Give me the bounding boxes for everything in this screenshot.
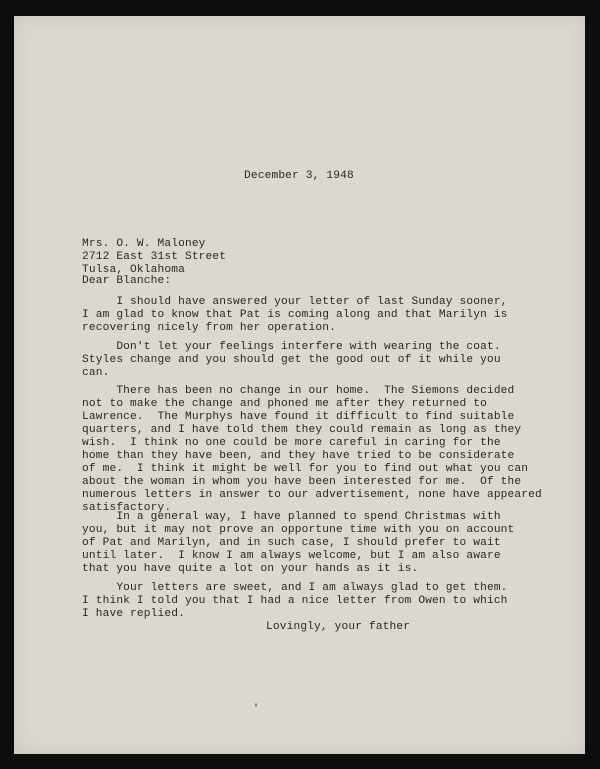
paragraph-5 [82,582,562,621]
paragraph-line: I think I told you that I had a nice letter from Owen to which [82,595,508,607]
recipient-address [82,238,226,277]
paragraph-line: There has been no change in our home. The Siemons decided [82,385,515,397]
paragraph-2 [82,341,562,380]
paragraph-line: of Pat and Marilyn, and in such case, I should prefer to wait [82,537,501,549]
paragraph-3 [82,385,562,515]
paragraph-line: I am glad to know that Pat is coming along and that Marilyn is [82,309,508,321]
paragraph-line: numerous letters in answer to our advertisement, none have appeared [82,489,542,501]
closing-signature: Lovingly, your father [266,621,411,633]
paragraph-line: In a general way, I have planned to spend Christmas with [82,511,501,523]
paragraph-line: that you have quite a lot on your hands as it is. [82,563,419,575]
paragraph-line: of me. I think it might be well for you to find out what you can [82,463,529,475]
paragraph-line: not to make the change and phoned me after they returned to [82,398,487,410]
paragraph-line: wish. I think no one could be more careful in caring for the [82,437,501,449]
letter-page [14,16,585,754]
letter-date: December 3, 1948 [244,170,354,182]
paragraph-line: Don't let your feelings interfere with wearing the coat. [82,341,501,353]
paragraph-line: recovering nicely from her operation. [82,322,336,334]
paragraph-line: about the woman in whom you have been interested for me. Of the [82,476,522,488]
bottom-mark: ' [253,704,260,715]
paragraph-1 [82,296,562,335]
paragraph-line: Your letters are sweet, and I am always glad to get them. [82,582,508,594]
paragraph-line: can. [82,367,110,379]
paragraph-line: home than they have been, and they have tried to be considerate [82,450,515,462]
address-line-name: Mrs. O. W. Maloney [82,238,206,250]
paragraph-line: quarters, and I have told them they could remain as long as they [82,424,522,436]
paragraph-line: I have replied. [82,608,185,620]
salutation: Dear Blanche: [82,275,172,287]
letter-body [14,16,585,754]
paragraph-4 [82,511,562,576]
address-line-city: Tulsa, Oklahoma [82,264,185,276]
paragraph-line: Lawrence. The Murphys have found it difficult to find suitable [82,411,515,423]
paragraph-line: you, but it may not prove an opportune time with you on account [82,524,515,536]
paragraph-line: until later. I know I am always welcome, but I am also aware [82,550,501,562]
address-line-street: 2712 East 31st Street [82,251,227,263]
paragraph-line: satisfactory. [82,502,172,514]
paragraph-line: I should have answered your letter of last Sunday sooner, [82,296,508,308]
paragraph-line: Styles change and you should get the good out of it while you [82,354,501,366]
